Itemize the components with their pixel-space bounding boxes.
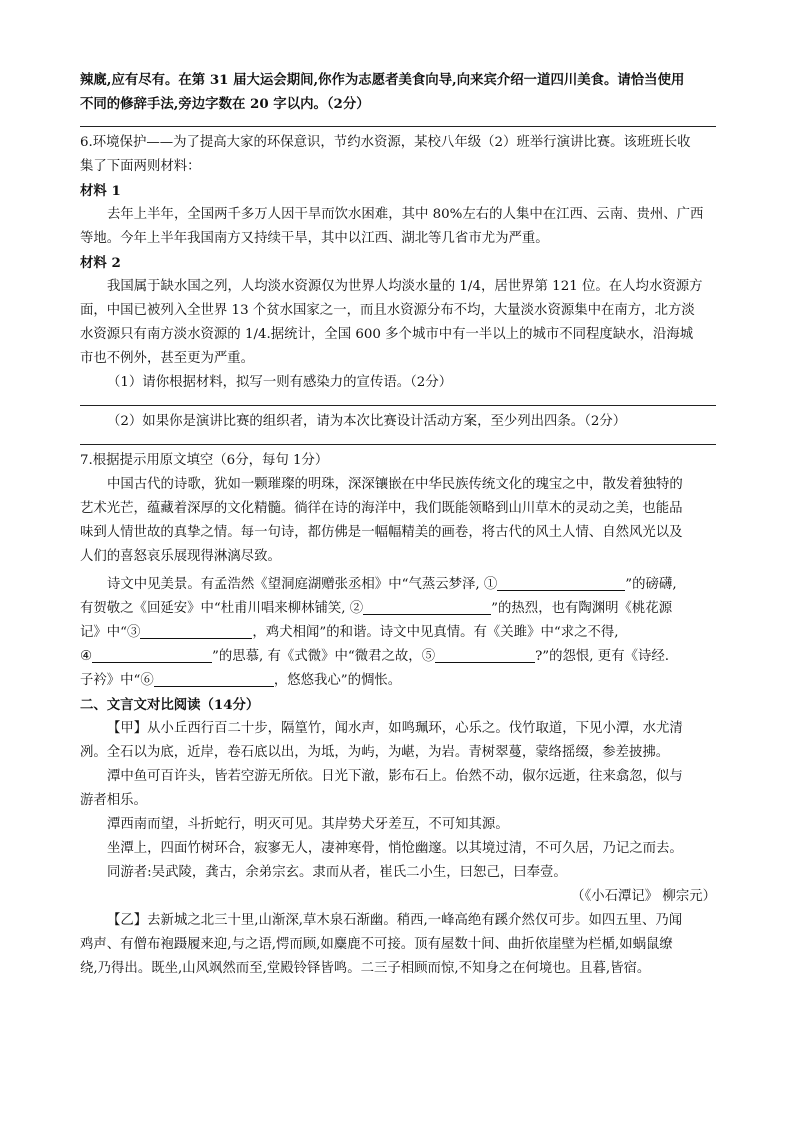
fill-blank-3[interactable] xyxy=(140,622,252,639)
material-1-title: 材料 1 xyxy=(80,183,121,199)
q7-paragraph: 人们的喜怒哀乐展现得淋漓尽致。 xyxy=(80,549,281,564)
material-text: 等地。今年上半年我国南方又持续干旱，其中以江西、湖北等几省市尤为严重。 xyxy=(80,231,549,246)
fill-line: 记》中“③ ，鸡犬相闻”的和谐。诗文中见真情。有《关雎》中“求之不得, xyxy=(80,621,716,645)
fill-line: ④ ”的思慕, 有《式微》中“微君之故，⑤ ?”的怨恨, 更有《诗经. xyxy=(80,645,716,669)
q6-intro: 集了下面两则材料： xyxy=(80,159,201,174)
fill-blank-6[interactable] xyxy=(154,670,274,687)
passage-jia: 冽。全石以为底，近岸，卷石底以出，为坻，为屿，为嵁，为岩。青树翠蔓，蒙络摇缀，参差披拂。 xyxy=(80,745,670,760)
q7-paragraph: 艺术光芒，蕴藏着深厚的文化精髓。徜徉在诗的海洋中，我们既能领略到山川草木的灵动之美，也能品 xyxy=(80,501,683,516)
passage-jia: 坐潭上，四面竹树环合，寂寥无人，凄神寒骨，悄怆幽邃。以其境过清，不可久居，乃记之而去。 xyxy=(107,841,683,856)
q7-paragraph: 味到人情世故的真挚之情。每一句诗，都仿佛是一幅幅精美的画卷，将古代的风土人情、自然风光以及 xyxy=(80,525,683,540)
q6-sub-question-2: （2）如果你是演讲比赛的组织者，请为本次比赛设计活动方案，至少列出四条。（2分） xyxy=(107,414,627,429)
q7-paragraph: 中国古代的诗歌，犹如一颗璀璨的明珠，深深镶嵌在中华民族传统文化的瑰宝之中，散发着独特的 xyxy=(107,477,683,492)
material-text: 我国属于缺水国之列，人均淡水资源仅为世界人均淡水量的 1/4，居世界第 121 位。在人均水资源方 xyxy=(107,279,703,294)
fill-blank-5[interactable] xyxy=(435,646,535,663)
material-text: 面，中国已被列入全世界 13 个贫水国家之一，而且水资源分布不均，大量淡水资源集中在南方，北方淡 xyxy=(80,303,695,318)
q5-line: 不同的修辞手法,旁边字数在 20 字以内。（2分） xyxy=(80,96,370,112)
q7-title: 7.根据提示用原文填空（6分，每句 1分） xyxy=(80,453,329,468)
exam-page xyxy=(80,68,716,981)
passage-yi: 鸡声、有僧布袍蹑履来迎,与之语,愕而顾,如麋鹿不可接。顶有屋数十间、曲折依崖壁为栏楯,如蜗鼠缭 xyxy=(80,937,673,952)
section-2-title: 二、文言文对比阅读（14分） xyxy=(80,697,260,713)
passage-jia: 游者相乐。 xyxy=(80,793,147,808)
passage-source: （《小石潭记》 柳宗元） xyxy=(571,889,716,904)
fill-blank-1[interactable] xyxy=(497,574,625,591)
q6-sub-question-1: （1）请你根据材料，拟写一则有感染力的宣传语。（2分） xyxy=(107,375,453,390)
fill-line: 子衿》中“⑥ ，悠悠我心”的惆怅。 xyxy=(80,669,716,693)
passage-jia: 【甲】从小丘西行百二十步，隔篁竹，闻水声，如鸣珮环，心乐之。伐竹取道，下见小潭，水尤清 xyxy=(107,721,683,736)
fill-line: 有贺敬之《回延安》中“杜甫川唱来柳林铺笑, ② ”的热烈，也有陶渊明《桃花源 xyxy=(80,597,716,621)
passage-jia: 潭中鱼可百许头，皆若空游无所依。日光下澈，影布石上。佁然不动，俶尔远逝，往来翕忽，似与 xyxy=(107,769,683,784)
material-2-title: 材料 2 xyxy=(80,255,121,271)
fill-blank-2[interactable] xyxy=(363,598,491,615)
q5-line: 辣廐,应有尽有。在第 31 届大运会期间,你作为志愿者美食向导,向来宾介绍一道四川美食。请恰当使用 xyxy=(80,72,685,88)
material-text: 市也不例外，甚至更为严重。 xyxy=(80,351,255,366)
q6-intro: 6.环境保护——为了提高大家的环保意识，节约水资源，某校八年级（2）班举行演讲比赛。该班班长收 xyxy=(80,135,691,150)
passage-yi: 绕,乃得出。既坐,山风飒然而至,堂殿铃铎皆鸣。二三子相顾而惊,不知身之在何境也。且暮,皆宿。 xyxy=(80,961,651,976)
material-text: 去年上半年，全国两千多万人因干旱而饮水困难，其中 80%左右的人集中在江西、云南、贵州、广西 xyxy=(107,207,704,222)
fill-line: 诗文中见美景。有孟浩然《望洞庭湖赠张丞相》中“气蒸云梦泽, ① ”的磅礴, xyxy=(80,573,716,597)
material-text: 水资源只有南方淡水资源的 1/4.据统计，全国 600 多个城市中有一半以上的城市不同程度缺水，沿海城 xyxy=(80,327,694,342)
passage-jia: 同游者:吴武陵，龚古，余弟宗玄。隶而从者，崔氏二小生，曰恕己，曰奉壹。 xyxy=(107,865,567,880)
fill-blank-4[interactable] xyxy=(92,646,212,663)
passage-yi: 【乙】去新城之北三十里,山渐深,草木泉石渐幽。稍西,一峰高绝有蹊介然仅可步。如四五里、乃闻 xyxy=(107,913,683,928)
passage-jia: 潭西南而望，斗折蛇行，明灭可见。其岸势犬牙差互，不可知其源。 xyxy=(107,817,509,832)
